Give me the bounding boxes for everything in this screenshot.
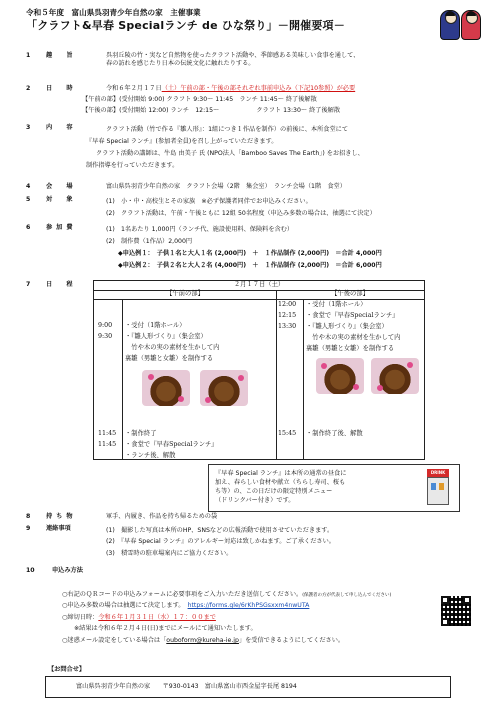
section-label: 日 時: [46, 85, 77, 92]
section-number: 2: [26, 85, 31, 92]
apply-email[interactable]: ouboform@kureha-ie.jp: [166, 636, 239, 644]
am-row: 竹や木の実の素材を生かして内: [125, 344, 220, 351]
qr-code-icon[interactable]: [441, 596, 471, 626]
section-label: 日 程: [46, 281, 77, 288]
schedule-table: [93, 280, 425, 460]
apply-instructions: ○右記のＱＲコードの申込みフォームに必要事項をご入力いただき送信してください。(保護者の方が代表して申し込んでください) ○申込み多数の場合は抽選にて決定します。 https://forms.gle/6rKhPSGsxxm4nwUTA ○締切日時：令和６年１月３１日（水）１７：００まで ※結果は令和６年２月４日(日)までにメールにて通知いたします。 ○迷惑メール設定をしている場合は「ouboform@kureha-ie.jp」を受信できるようにしてください。: [62, 591, 392, 644]
am-row: ・食堂で『早春Specialランチ』: [125, 441, 218, 448]
craft-photo: [200, 370, 248, 406]
section-venue: 4 会 場 富山県呉羽青少年自然の家 クラフト会場（2階 集会室） ランチ会場（1階 食堂）: [26, 183, 346, 190]
section-text: 呉羽丘陵の竹・実など自然物を使ったクラフト活動や、季節感ある美味しい食事を通して、 春の訪れを感じたり日本の伝統文化に触れたりする。: [106, 52, 360, 67]
section-belongings: 8 持ち物 軍手、内履き、作品を持ち帰るための袋: [26, 513, 218, 520]
pm-row: ・制作終了後、解散: [306, 430, 363, 437]
reservation-note: （土）午前の部・午後の部それぞれ事前申込み（下記10参照）が必要: [161, 85, 356, 92]
pm-header: 【午後の部】: [276, 290, 424, 300]
section-datetime: [26, 85, 476, 121]
section-fee: 6 参加費 (1) 1名あたり 1,000円（ランチ代、施設使用料、保険料を含む） (2) 制作費（1作品）2,000円 ◆申込例１： 子供１名と大人１名 (2,000円) ＋ １作品制作 (2,000円) ＝合計 4,000円 ◆申込例２： 子供２名と大人２名 (4,000円) ＋ １作品制作 (2,000円) ＝合計 6,000円: [26, 224, 382, 269]
section-number: 1: [26, 52, 31, 59]
schedule-pm-column: 【午後の部】 12:00 12:15 13:30 ・受付（1階ホール） ・食堂で『早春Specialランチ』 ・『雛人形づくり』（集会室） 竹や木の実の素材を生かして内 裏雛（男雛と女雛）を制作する 15:45 ・制作終了後、解散: [276, 290, 424, 459]
fee-example-2: ◆申込例２： 子供２名と大人２名 (4,000円) ＋ １作品制作 (2,000円) ＝合計 6,000円: [118, 262, 382, 269]
schedule-date: ２月１７日（土）: [94, 281, 424, 291]
am-row: ・制作終了: [125, 430, 157, 437]
section-number: 10: [26, 567, 35, 574]
section-target: 5 対 象 (1) 小・中・高校生とその家族 ※必ず保護者同伴でお申込みください。 (2) クラフト活動は、午前・午後ともに 12組 50名程度（申込み多数の場合は、抽選にて決定）: [26, 196, 376, 217]
section-label: 内 容: [46, 124, 77, 131]
pm-session-time: 【午後の部】(受付開始 12:00) ランチ 12:15～ クラフト 13:30～ 終了後解散: [82, 107, 340, 114]
event-date: 令和６年２月１７日: [106, 85, 162, 92]
contact-box: [45, 676, 451, 698]
apply-form-link[interactable]: https://forms.gle/6rKhPSGsxxm4nwUTA: [187, 602, 310, 610]
pm-row: 裏雛（男雛と女雛）を制作する: [306, 345, 395, 352]
contact-address: 富山県呉羽青少年自然の家 〒930-0143 富山県富山市西金屋字長尾 8194: [76, 683, 297, 690]
female-doll-icon: [461, 10, 481, 40]
deadline: 令和６年１月３１日（水）１７：００まで: [98, 613, 216, 621]
am-header: 【午前の部】: [94, 290, 276, 300]
pm-row: ・受付（1階ホール）: [306, 301, 367, 308]
am-row: 裏雛（男雛と女雛）を制作する: [125, 355, 214, 362]
page-title: 「クラフト&早春 Specialランチ de ひな祭り」－開催要項－: [26, 19, 345, 32]
section-label: 参加費: [46, 224, 77, 231]
header-organizer: 令和５年度 富山県呉羽青少年自然の家 主催事業: [26, 8, 201, 17]
contact-heading: 【お問合せ】: [48, 666, 86, 673]
lunch-callout: 『早春 Special ランチ』は本所の通常の昼食に 加え、春らしい食材や献立（ちらし寿司、桜も ち等）の、この日だけの限定特別メニュー （ドリンクバー付き）です。 DRINK: [208, 464, 460, 512]
pm-row: 竹や木の実の素材を生かして内: [306, 334, 401, 341]
section-number: 4: [26, 183, 31, 190]
am-row: ・受付（1階ホール）: [125, 322, 186, 329]
section-number: 5: [26, 196, 31, 203]
schedule-am-column: 【午前の部】 9:00 9:30 ・受付（1階ホール） ・『雛人形づくり』（集会室） 竹や木の実の素材を生かして内 裏雛（男雛と女雛）を制作する 11:45 11:45 ・制作終了 ・食堂で『早春Specialランチ』 ・ランチ後、解散: [94, 290, 277, 459]
hina-dolls-illustration: [438, 6, 482, 40]
am-session-time: 【午前の部】(受付開始 9:00) クラフト 9:30～ 11:45 ランチ 11:45～ 終了後解散: [82, 96, 317, 103]
section-label: 持ち物: [46, 513, 77, 520]
section-content: 3 内 容 クラフト活動（竹で作る『雛人形』：1組につき１作品を制作）の前後に、本所食堂にて 『早春 Special ランチ』(参加者全員)を召し上がっていただきます。 クラフト活動の講師は、牛島 由美子 氏 (NPO法人「Bamboo Saves The Earth」) をお招きし、 制作指導を行っていただきます。: [26, 124, 364, 169]
craft-photo: [371, 358, 419, 394]
section-number: 7: [26, 281, 31, 288]
section-label: 申込み方法: [52, 567, 83, 574]
section-number: 6: [26, 224, 31, 231]
section-number: 9: [26, 525, 31, 532]
section-apply: [26, 567, 476, 577]
section-label: 連絡事項: [46, 525, 71, 532]
drink-bar-icon: DRINK: [425, 469, 451, 507]
section-number: 3: [26, 124, 31, 131]
male-doll-icon: [440, 10, 460, 40]
am-row: ・『雛人形づくり』（集会室）: [125, 333, 207, 340]
section-label: 対 象: [46, 196, 77, 203]
section-purpose: [26, 52, 476, 76]
fee-example-1: ◆申込例１： 子供１名と大人１名 (2,000円) ＋ １作品制作 (2,000円) ＝合計 4,000円: [118, 250, 382, 257]
section-notices: 9 連絡事項 (1) 撮影した写真は本所のHP、SNSなどの広報活動で使用させていただきます。 (2) 『早春 Special ランチ』のアレルギー対応は致しかねます。ご了承ください。 (3) 積雪時の駐車場案内にご協力ください。: [26, 525, 335, 557]
am-row: ・ランチ後、解散: [125, 452, 176, 459]
craft-photo: [142, 370, 190, 406]
pm-row: ・『雛人形づくり』（集会室）: [306, 323, 388, 330]
section-label: 会 場: [46, 183, 77, 190]
pm-row: ・食堂で『早春Specialランチ』: [306, 312, 399, 319]
craft-photo: [316, 358, 364, 394]
section-number: 8: [26, 513, 31, 520]
section-label: 趣 旨: [46, 52, 77, 59]
